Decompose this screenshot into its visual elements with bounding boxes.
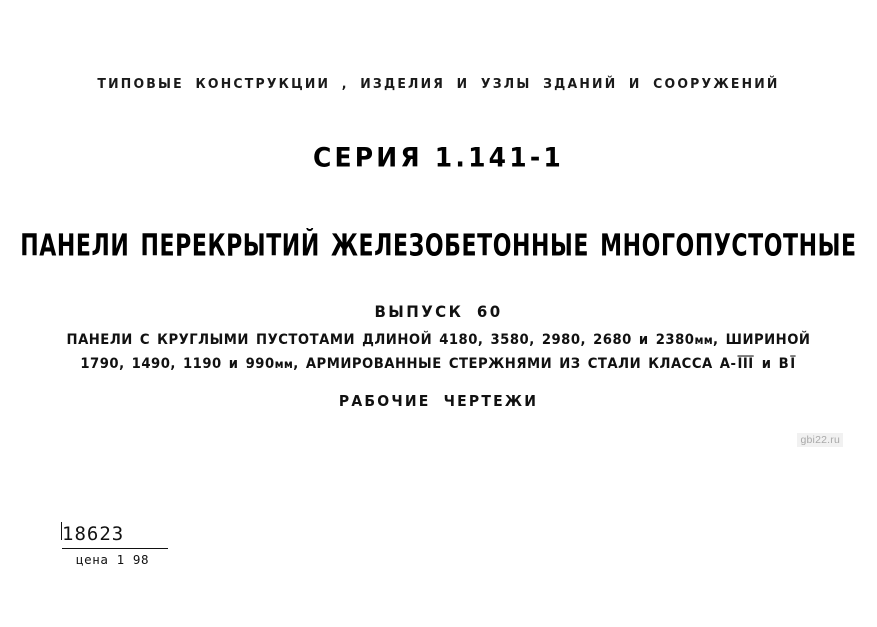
description-line-2-text-a: 1790, 1490, 1190 и 990 <box>80 356 275 373</box>
stamp-code <box>62 525 124 544</box>
watermark-label: gbi22.ru <box>797 433 843 447</box>
bottom-stamp <box>62 525 168 567</box>
issue-number: ВЫПУСК 60 <box>374 302 503 322</box>
description-line-1-text-a: ПАНЕЛИ С КРУГЛЫМИ ПУСТОТАМИ ДЛИНОЙ 4180, 3580, 2980, 2680 и 2380 <box>66 332 695 349</box>
description-line-2-text-c: и В <box>754 356 790 373</box>
description-line-2-text-b: , АРМИРОВАННЫЕ СТЕРЖНЯМИ ИЗ СТАЛИ КЛАССА А- <box>293 356 737 373</box>
description-line-1-text-b: , ШИРИНОЙ <box>713 332 811 349</box>
stamp-divider <box>62 548 168 549</box>
stamp-code-value: 18623 <box>62 523 125 545</box>
working-drawings-label: РАБОЧИЕ ЧЕРТЕЖИ <box>338 393 539 411</box>
description-line-1-unit: мм <box>694 333 714 348</box>
stamp-price: цена 1 98 <box>76 552 150 567</box>
description-line-1 <box>0 333 877 349</box>
document-header-line: ТИПОВЫЕ КОНСТРУКЦИИ , ИЗДЕЛИЯ И УЗЛЫ ЗДАНИЙ И СООРУЖЕНИЙ <box>97 75 780 92</box>
stamp-tick-mark <box>61 522 62 540</box>
steel-class-roman-numeral: $\overline{III}$ <box>737 356 754 373</box>
series-number: СЕРИЯ 1.141-1 <box>312 141 565 174</box>
description-line-2-unit: мм <box>274 357 294 372</box>
steel-class-roman-numeral-2: $\overline{I}$ <box>790 356 796 373</box>
description-line-2 <box>0 357 877 373</box>
page-title: ПАНЕЛИ ПЕРЕКРЫТИЙ ЖЕЛЕЗОБЕТОННЫЕ МНОГОПУСТОТНЫЕ <box>20 228 857 264</box>
